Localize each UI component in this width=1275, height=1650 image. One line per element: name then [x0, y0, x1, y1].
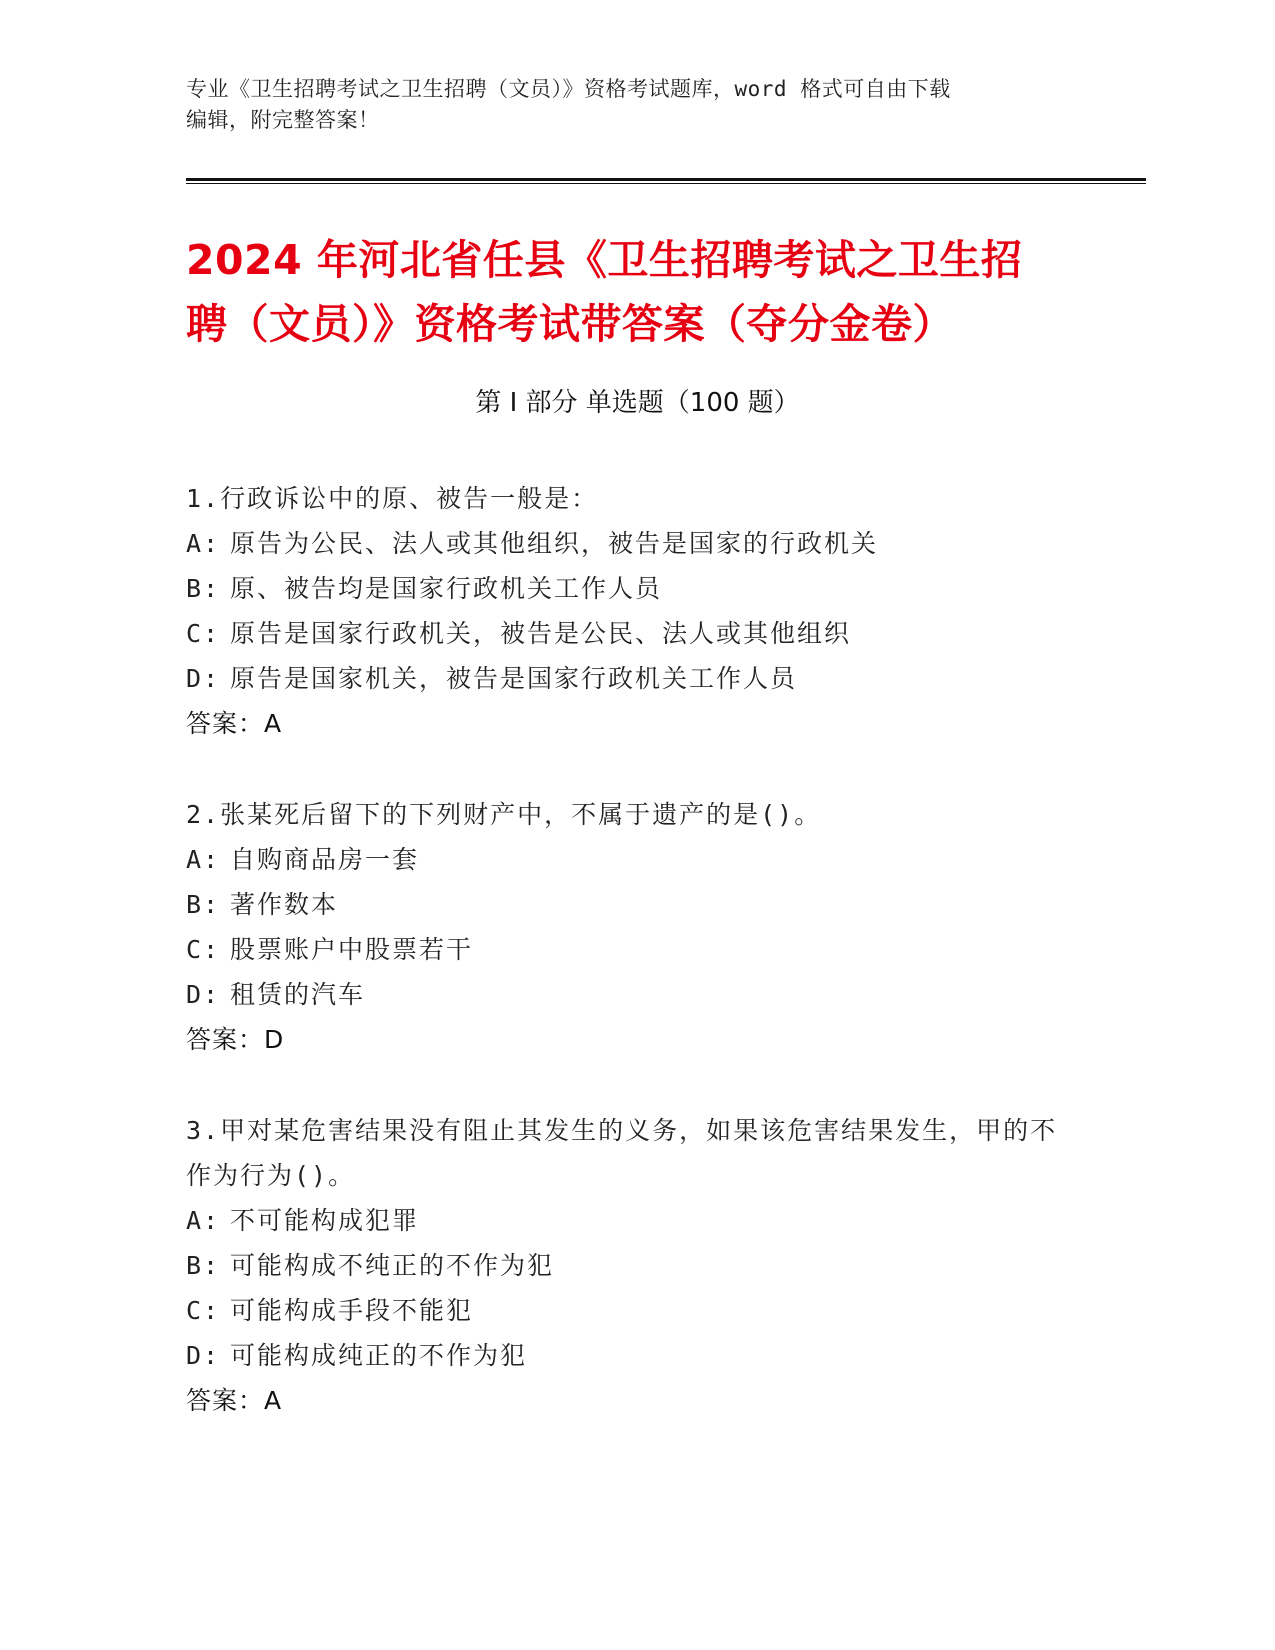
option-text: 不可能构成犯罪 [230, 1206, 420, 1235]
option-text: 股票账户中股票若干 [230, 935, 474, 964]
option-letter: D: [186, 1341, 221, 1370]
option-b [186, 882, 1066, 927]
option-d [186, 972, 1066, 1017]
option-text: 原、被告均是国家行政机关工作人员 [230, 574, 663, 603]
option-text: 原告是国家机关，被告是国家行政机关工作人员 [230, 664, 798, 693]
option-text: 著作数本 [230, 890, 339, 919]
option-a [186, 837, 1066, 882]
header-divider-thin [186, 183, 1146, 184]
question-stem: 3.甲对某危害结果没有阻止其发生的义务，如果该危害结果发生，甲的不作为行为()。 [186, 1116, 1058, 1190]
answer: 答案：A [186, 709, 283, 738]
option-text: 可能构成纯正的不作为犯 [230, 1341, 528, 1370]
option-a [186, 521, 1066, 566]
option-text: 可能构成不纯正的不作为犯 [230, 1251, 555, 1280]
question-stem: 2.张某死后留下的下列财产中，不属于遗产的是()。 [186, 800, 822, 829]
option-text: 原告为公民、法人或其他组织，被告是国家的行政机关 [230, 529, 879, 558]
option-text: 可能构成手段不能犯 [230, 1296, 474, 1325]
option-letter: D: [186, 664, 221, 693]
option-b [186, 1243, 1066, 1288]
option-letter: C: [186, 619, 221, 648]
option-letter: B: [186, 890, 221, 919]
option-c [186, 611, 1066, 656]
option-letter: B: [186, 1251, 221, 1280]
question-stem: 1.行政诉讼中的原、被告一般是： [186, 484, 599, 513]
header-note-line-2: 编辑，附完整答案！ [186, 108, 380, 132]
option-text: 租赁的汽车 [230, 980, 366, 1009]
question-2 [186, 792, 1066, 1062]
option-d [186, 656, 1066, 701]
document-title-line-2: 聘（文员）》资格考试带答案（夺分金卷） [186, 300, 954, 348]
option-letter: C: [186, 935, 221, 964]
option-letter: D: [186, 980, 221, 1009]
option-letter: B: [186, 574, 221, 603]
question-1 [186, 476, 1066, 746]
option-letter: A: [186, 529, 221, 558]
question-list [186, 476, 1066, 1469]
option-d [186, 1333, 1066, 1378]
option-text: 原告是国家行政机关，被告是公民、法人或其他组织 [230, 619, 852, 648]
document-title [186, 228, 1086, 356]
option-letter: A: [186, 845, 221, 874]
option-c [186, 1288, 1066, 1333]
document-title-line-1: 2024 年河北省任县《卫生招聘考试之卫生招 [186, 236, 1023, 284]
option-letter: C: [186, 1296, 221, 1325]
header-divider-thick [186, 178, 1146, 181]
option-letter: A: [186, 1206, 221, 1235]
section-heading: 第 I 部分 单选题（100 题） [475, 388, 800, 418]
header-note-line-1: 专业《卫生招聘考试之卫生招聘（文员）》资格考试题库，word 格式可自由下载 [186, 77, 951, 101]
question-3 [186, 1108, 1066, 1423]
option-a [186, 1198, 1066, 1243]
header-note [186, 74, 1086, 136]
answer: 答案：D [186, 1025, 285, 1054]
option-b [186, 566, 1066, 611]
option-text: 自购商品房一套 [230, 845, 420, 874]
option-c [186, 927, 1066, 972]
answer: 答案：A [186, 1386, 283, 1415]
